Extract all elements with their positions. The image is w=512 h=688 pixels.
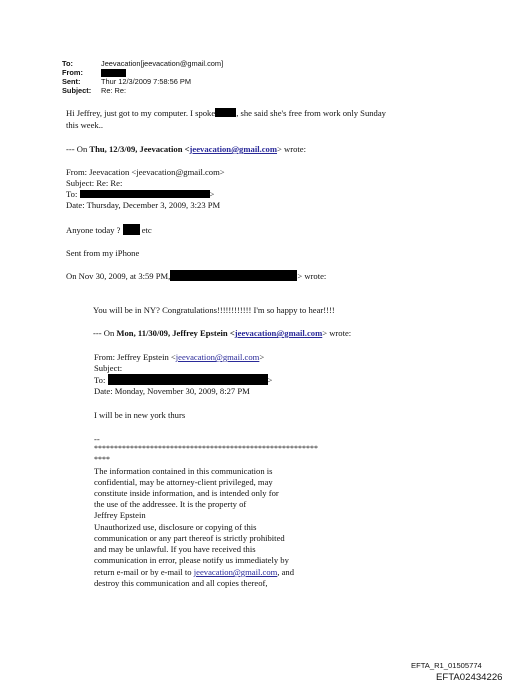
message-text: Anyone today ?	[66, 225, 121, 235]
bates-id-1: EFTA_R1_01505774	[411, 661, 482, 670]
signature-stars: ****	[94, 455, 110, 464]
quote1-date-line: Date: Thursday, December 3, 2009, 3:23 PM	[66, 200, 221, 210]
message-text: etc	[141, 225, 152, 235]
disclaimer-return-line	[94, 567, 294, 577]
email-link[interactable]: jeevacation@gmail.com	[175, 352, 260, 362]
to-label: To:	[62, 59, 73, 68]
to-value: Jeevacation[jeevacation@gmail.com]	[101, 59, 224, 68]
quote1-subject: Subject: Re: Re:	[66, 178, 123, 188]
return-text: return e-mail or by e-mail to	[94, 567, 194, 577]
disclaimer-line: constitute inside information, and is intended only for	[94, 488, 279, 498]
disclaimer-line: The information contained in this communication is	[94, 466, 273, 476]
quote1-to	[66, 189, 214, 199]
body-line-2: this week..	[66, 120, 103, 130]
disclaimer-line: Jeffrey Epstein	[94, 510, 146, 520]
body-text: , she said she's free from work only Sunday	[236, 108, 386, 118]
body-line-1	[66, 108, 386, 118]
body-text: Hi Jeffrey, just got to my computer. I spoke	[66, 108, 216, 118]
disclaimer-line: and may be unlawful. If you have received this	[94, 544, 256, 554]
quote1-on-line	[66, 270, 326, 281]
to-label: To:	[94, 375, 106, 385]
from-suffix: >	[259, 352, 265, 362]
quote2-date-line: Date: Monday, November 30, 2009, 8:27 PM	[94, 386, 250, 396]
redaction	[123, 224, 140, 235]
email-header	[62, 60, 282, 100]
quote-date: Mon, 11/30/09, Jeffrey Epstein	[116, 328, 228, 338]
bates-id-2: EFTA02434226	[436, 672, 503, 683]
email-link[interactable]: jeevacation@gmail.com	[193, 567, 278, 577]
quote1-anyone	[66, 224, 152, 235]
redaction	[108, 374, 268, 385]
quote1-header	[66, 144, 306, 154]
disclaimer-line: the use of the addressee. It is the property of	[94, 499, 247, 509]
redaction	[215, 108, 236, 117]
from-label: From:	[62, 68, 83, 77]
to-label: To:	[66, 189, 78, 199]
subject-value: Re: Re:	[101, 86, 127, 95]
disclaimer-line: communication or any part thereof is strictly prohibited	[94, 533, 285, 543]
to-suffix: >	[267, 375, 273, 385]
disclaimer-line: confidential, may be attorney-client privileged, may	[94, 477, 273, 487]
quote1-from: From: Jeevacation <jeevacation@gmail.com>	[66, 167, 225, 177]
quote-date: Thu, 12/3/09, Jeevacation	[89, 144, 183, 154]
disclaimer-line: Unauthorized use, disclosure or copying of this	[94, 522, 257, 532]
quote2-to	[94, 374, 272, 385]
quote2-message: You will be in NY? Congratulations!!!!!!!!!!!! I'm so happy to hear!!!!	[93, 305, 335, 315]
quote-suffix: > wrote:	[322, 328, 352, 338]
quote-bracket: <	[227, 328, 235, 338]
disclaimer-line: communication in error, please notify us immediately by	[94, 555, 289, 565]
signature-dashes: --	[94, 434, 100, 444]
quote-bracket: <	[182, 144, 190, 154]
subject-label: Subject:	[62, 86, 92, 95]
sent-value: Thur 12/3/2009 7:58:56 PM	[101, 77, 191, 86]
email-link[interactable]: jeevacation@gmail.com	[189, 144, 278, 154]
quote-prefix: --- On	[93, 328, 117, 338]
from-text: From: Jeffrey Epstein <	[94, 352, 176, 362]
quote2-from	[94, 352, 264, 362]
disclaimer-line: destroy this communication and all copies thereof,	[94, 578, 268, 588]
email-link[interactable]: jeevacation@gmail.com	[234, 328, 323, 338]
signature-stars: ********************************************************	[94, 444, 318, 453]
return-suffix: , and	[277, 567, 295, 577]
quote-suffix: > wrote:	[277, 144, 306, 154]
redaction	[170, 270, 297, 281]
quote2-message-2: I will be in new york thurs	[94, 410, 186, 420]
wrote-text: > wrote:	[297, 271, 327, 281]
quote2-subject: Subject:	[94, 363, 123, 373]
quote1-sent-from: Sent from my iPhone	[66, 248, 140, 258]
sent-label: Sent:	[62, 77, 81, 86]
to-suffix: >	[209, 189, 215, 199]
on-line-text: On Nov 30, 2009, at 3:59 PM,	[66, 271, 171, 281]
redaction	[80, 190, 210, 198]
redaction-from	[101, 69, 126, 77]
quote2-header	[93, 328, 351, 338]
quote-prefix: --- On	[66, 144, 90, 154]
